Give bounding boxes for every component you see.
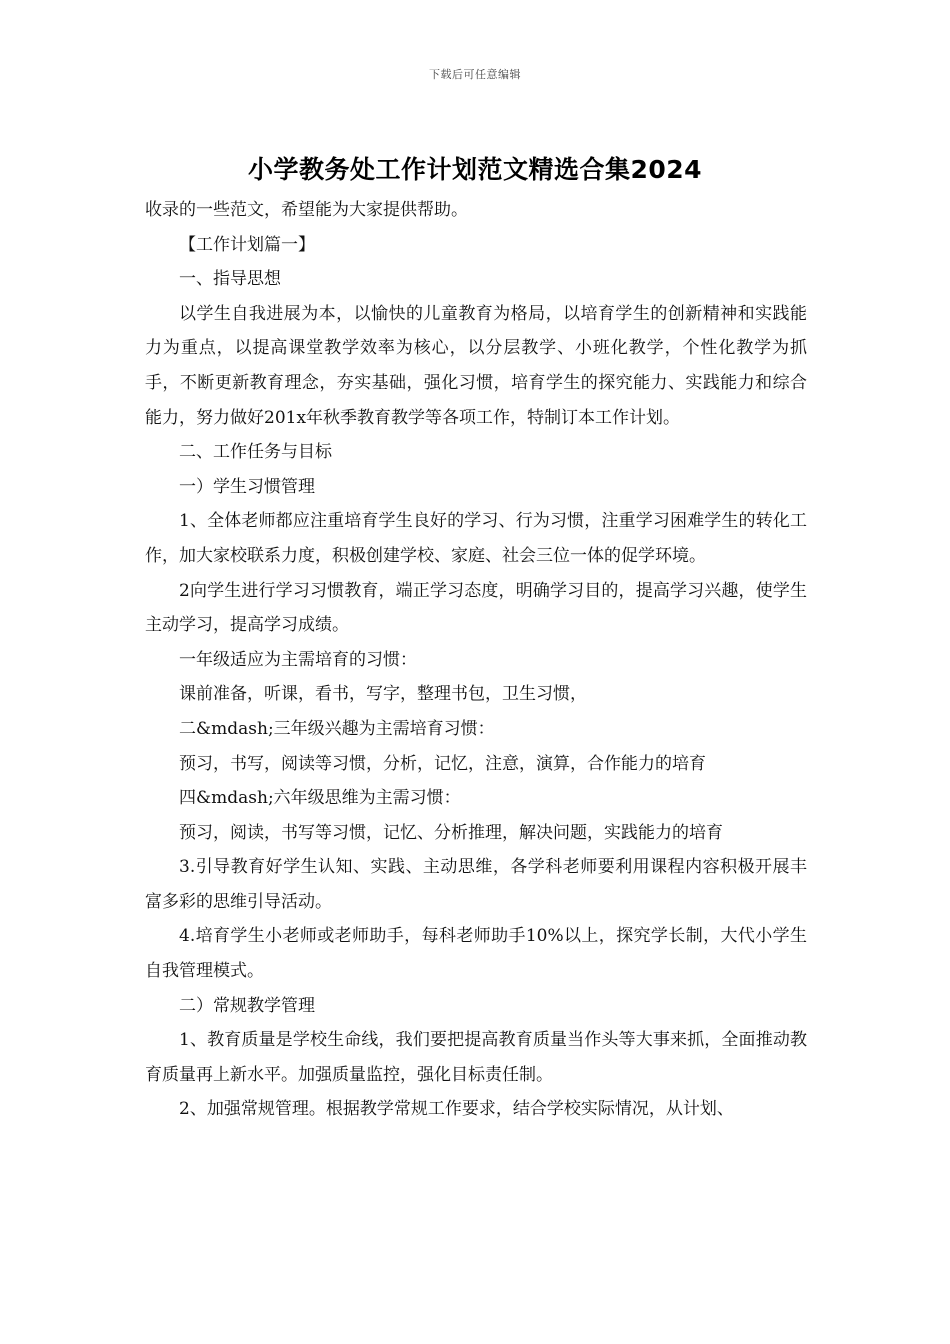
paragraph: 4.培育学生小老师或老师助手，每科老师助手10%以上，探究学长制，大代小学生自我管理模式。 [145,926,807,982]
subsection-heading: 二）常规教学管理 [179,995,315,1016]
paragraph: 一年级适应为主需培育的习惯： [179,649,417,670]
section-heading: 一、指导思想 [179,269,281,290]
paragraph: 课前准备，听课，看书，写字，整理书包，卫生习惯， [179,684,587,705]
paragraph: 1、教育质量是学校生命线，我们要把提高教育质量当作头等大事来抓，全面推动教育质量再上新水平。加强质量监控，强化目标责任制。 [145,1030,807,1085]
paragraph: 预习，阅读，书写等习惯，记忆、分析推理，解决问题，实践能力的培育 [179,822,723,843]
paragraph: 以学生自我进展为本，以愉快的儿童教育为格局，以培育学生的创新精神和实践能力为重点，以提高课堂教学效率为核心，以分层教学、小班化教学，个性化教学为抓手，不断更新教育理念，夯实基础，强化习惯，培育学生的探究能力、实践能力和综合能力，努力做好201x年秋季教育教学等各项工作，特制订本工作计划。 [145,303,807,428]
paragraph: 2向学生进行学习习惯教育，端正学习态度，明确学习目的，提高学习兴趣，使学生主动学习，提高学习成绩。 [145,580,807,636]
paragraph: 3.引导教育好学生认知、实践、主动思维，各学科老师要利用课程内容积极开展丰富多彩的思维引导活动。 [145,857,807,912]
paragraph: 四&mdash;六年级思维为主需习惯： [179,788,461,809]
subsection-heading: 一）学生习惯管理 [179,476,315,497]
paragraph: 收录的一些范文，希望能为大家提供帮助。 [145,200,468,220]
header-note: 下载后可任意编辑 [429,68,521,81]
paragraph: 预习，书写，阅读等习惯，分析，记忆，注意，演算，合作能力的培育 [179,753,706,774]
paragraph: 1、全体老师都应注重培育学生良好的学习、行为习惯，注重学习困难学生的转化工作，加大家校联系力度，积极创建学校、家庭、社会三位一体的促学环境。 [145,511,807,566]
document-body [145,193,807,1127]
paragraph: 二&mdash;三年级兴趣为主需培育习惯： [179,718,495,739]
paragraph: 2、加强常规管理。根据教学常规工作要求，结合学校实际情况，从计划、 [179,1099,734,1120]
section-heading: 二、工作任务与目标 [179,442,332,463]
document-title: 小学教务处工作计划范文精选合集2024 [247,155,703,184]
section-heading: 【工作计划篇一】 [179,234,315,255]
